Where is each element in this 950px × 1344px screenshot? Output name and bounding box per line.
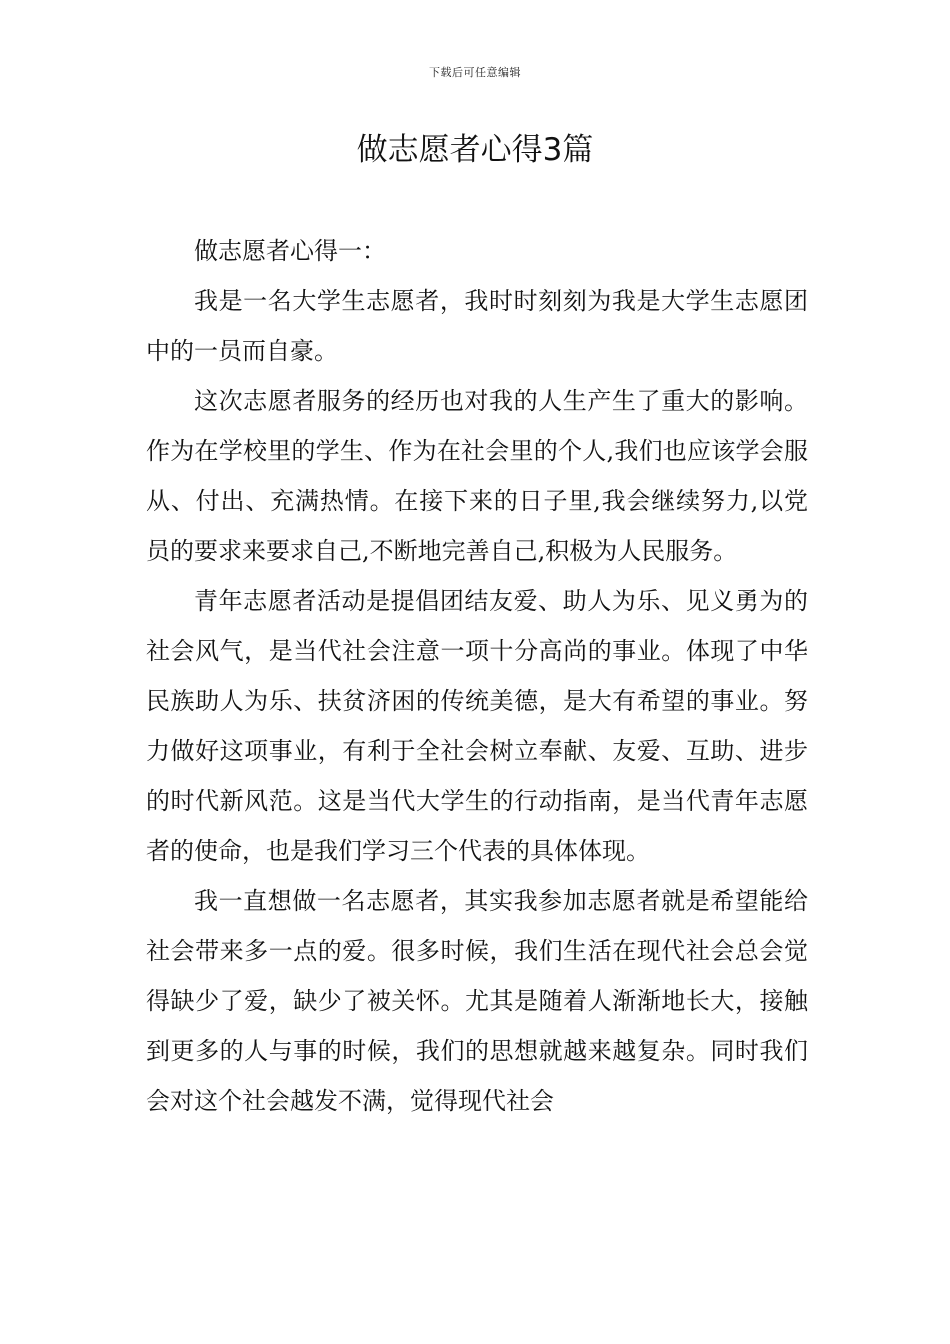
paragraph-1: 我是一名大学生志愿者，我时时刻刻为我是大学生志愿团中的一员而自豪。 <box>146 287 808 365</box>
document-title: 做志愿者心得3篇 <box>356 132 594 168</box>
paragraph-3: 青年志愿者活动是提倡团结友爱、助人为乐、见义勇为的社会风气，是当代社会注意一项十分高尚的事业。体现了中华民族助人为乐、扶贫济困的传统美德，是大有希望的事业。努力做好这项事业，有利于全社会树立奉献、友爱、互助、进步的时代新风范。这是当代大学生的行动指南，是当代青年志愿者的使命，也是我们学习三个代表的具体体现。 <box>146 587 808 865</box>
document-body <box>146 226 808 1126</box>
header-note: 下载后可任意编辑 <box>429 66 521 79</box>
paragraph-2: 这次志愿者服务的经历也对我的人生产生了重大的影响。作为在学校里的学生、作为在社会里的个人,我们也应该学会服从、付出、充满热情。在接下来的日子里,我会继续努力,以党员的要求来要求自己,不断地完善自己,积极为人民服务。 <box>146 387 808 565</box>
section-heading: 做志愿者心得一： <box>194 237 386 265</box>
paragraph-4: 我一直想做一名志愿者，其实我参加志愿者就是希望能给社会带来多一点的爱。很多时候，我们生活在现代社会总会觉得缺少了爱，缺少了被关怀。尤其是随着人渐渐地长大，接触到更多的人与事的时候，我们的思想就越来越复杂。同时我们会对这个社会越发不满，觉得现代社会 <box>146 887 808 1115</box>
